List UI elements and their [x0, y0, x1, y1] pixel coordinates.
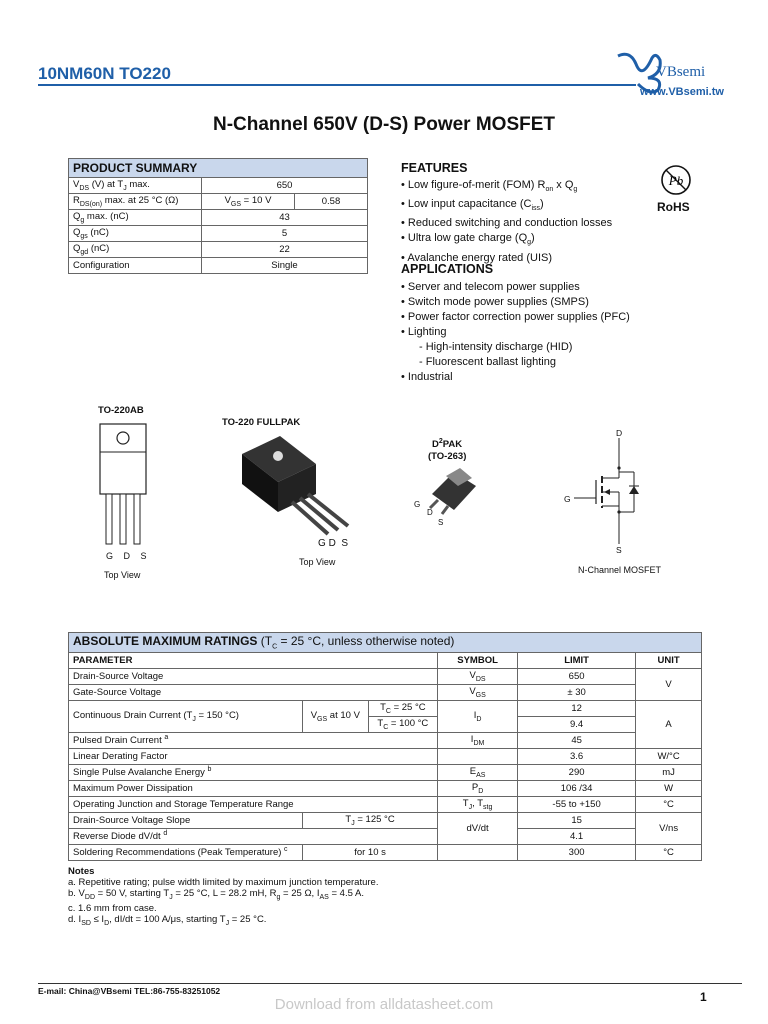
fullpak-package-icon: [232, 434, 362, 546]
page-number: 1: [700, 990, 707, 1004]
list-item: - Fluorescent ballast lighting: [419, 356, 556, 368]
table-row: Configuration Single: [69, 258, 368, 274]
mosfet-caption: N-Channel MOSFET: [578, 565, 662, 575]
watermark: Download from alldatasheet.com: [274, 996, 494, 1013]
table-row: Operating Junction and Storage Temperature Range $T_J$, $T_{stg}$ -55 to +150 °C: [69, 797, 702, 813]
list-item: • Industrial: [401, 370, 630, 385]
fullpak-pins: G D S: [318, 538, 349, 549]
product-summary-heading: PRODUCT SUMMARY: [69, 159, 368, 178]
absolute-maximum-ratings-table: [68, 632, 702, 861]
to220ab-package-icon: [96, 422, 152, 562]
d2pak-pin-s: S: [438, 518, 444, 527]
d2pak-pin-g: G: [414, 500, 421, 509]
list-item: - High-intensity discharge (HID): [419, 341, 573, 353]
document-title: N-Channel 650V (D-S) Power MOSFET: [212, 114, 556, 135]
list-item: • Ultra low gate charge $(Q_g)$: [401, 231, 612, 250]
table-row: Reverse Diode dV/dt $^d$ 4.1: [69, 829, 702, 845]
pb-free-icon: [658, 162, 694, 198]
mosfet-drain-label: D: [616, 428, 623, 438]
notes-heading: Notes: [68, 866, 95, 877]
to220ab-top-view: Top View: [104, 570, 141, 580]
footer-rule: [38, 983, 742, 984]
note-c: c. 1.6 mm from case.: [68, 902, 157, 914]
note-a: a. Repetitive rating; pulse width limited by maximum junction temperature.: [68, 877, 379, 888]
brand-name: VBsemi: [656, 64, 706, 80]
list-item: • Low input capacitance $(C_{iss})$: [401, 197, 612, 216]
header-rule: [38, 84, 636, 86]
list-item: • Avalanche energy rated (UIS): [401, 251, 612, 266]
list-item: • Lighting: [401, 325, 630, 340]
amr-column-headers: PARAMETER SYMBOL LIMIT UNIT: [69, 653, 702, 669]
package-d2pak-label: $D^2PAK$: [432, 438, 463, 451]
n-channel-mosfet-symbol-icon: [560, 428, 656, 558]
features-list: [401, 178, 612, 266]
list-item: • Switch mode power supplies (SMPS): [401, 295, 630, 310]
amr-heading: ABSOLUTE MAXIMUM RATINGS ($T_C = 25$ °C, unless otherwise noted): [69, 633, 702, 653]
table-row: Continuous Drain Current ($T_J = 150$ °C) $V_{GS}$ at 10 V $T_C = 25$ °C $I_D$ 12 A: [69, 701, 702, 717]
package-fullpak-label: TO-220 FULLPAK: [222, 417, 301, 428]
rohs-label: RoHS: [657, 200, 690, 214]
list-item: • Server and telecom power supplies: [401, 280, 630, 295]
package-to220ab-label: TO-220AB: [98, 405, 144, 416]
list-item: • Power factor correction power supplies (PFC): [401, 310, 630, 325]
table-row: $Q_g$ max. (nC) 43: [69, 210, 368, 226]
features-heading: FEATURES: [401, 161, 468, 175]
applications-heading: APPLICATIONS: [401, 262, 494, 276]
applications-list: [401, 280, 630, 385]
fullpak-top-view: Top View: [299, 557, 336, 567]
table-row: Pulsed Drain Current $^a$ $I_{DM}$ 45: [69, 733, 702, 749]
table-row: Drain-Source Voltage $V_{DS}$ 650 V: [69, 669, 702, 685]
note-d: d. $I_{SD} \le I_D$, dI/dt = 100 A/μs, starting $T_J = 25$ °C.: [68, 913, 267, 927]
table-row: $V_{DS}$ (V) at $T_J$ max. 650: [69, 178, 368, 194]
part-number: 10NM60N TO220: [38, 64, 171, 83]
table-row: Gate-Source Voltage $V_{GS}$ ± 30: [69, 685, 702, 701]
d2pak-package-icon: [424, 466, 484, 518]
d2pak-pin-d: D: [427, 508, 433, 517]
table-row: Single Pulse Avalanche Energy $^b$ $E_{AS}$ 290 mJ: [69, 765, 702, 781]
to220ab-pins: G D S: [106, 551, 151, 561]
list-item: • Low figure-of-merit (FOM) $R_{on}$ x $Q_g$: [401, 178, 612, 197]
note-b: b. $V_{DD} = 50$ V, starting $T_J = 25$ °C, L = 28.2 mH, $R_g = 25$ Ω, $I_{AS} = 4.5$ A.: [68, 888, 364, 901]
table-row: $R_{DS(on)}$ max. at 25 °C (Ω) $V_{GS} = 10$ V 0.58: [69, 194, 368, 210]
mosfet-source-label: S: [616, 545, 622, 555]
footer-contact: E-mail: China@VBsemi TEL:86-755-83251052: [38, 986, 221, 996]
table-row: $Q_{gs}$ (nC) 5: [69, 226, 368, 242]
brand-url[interactable]: www.VBsemi.tw: [640, 86, 724, 98]
mosfet-gate-label: G: [564, 494, 571, 504]
table-row: Maximum Power Dissipation $P_D$ 106 /34 W: [69, 781, 702, 797]
table-row: Linear Derating Factor 3.6 W/°C: [69, 749, 702, 765]
package-d2pak-sublabel: (TO-263): [428, 451, 467, 462]
list-item: • Reduced switching and conduction losses: [401, 216, 612, 231]
table-row: $T_C = 100$ °C 9.4: [69, 717, 702, 733]
product-summary-table: [68, 158, 368, 274]
table-row: $Q_{gd}$ (nC) 22: [69, 242, 368, 258]
notes-section: [68, 866, 378, 929]
table-row: Drain-Source Voltage Slope $T_J = 125$ °C dV/dt 15 V/ns: [69, 813, 702, 829]
pb-text: Pb: [668, 173, 684, 188]
table-row: Soldering Recommendations (Peak Temperature) $^c$ for 10 s 300 °C: [69, 845, 702, 861]
